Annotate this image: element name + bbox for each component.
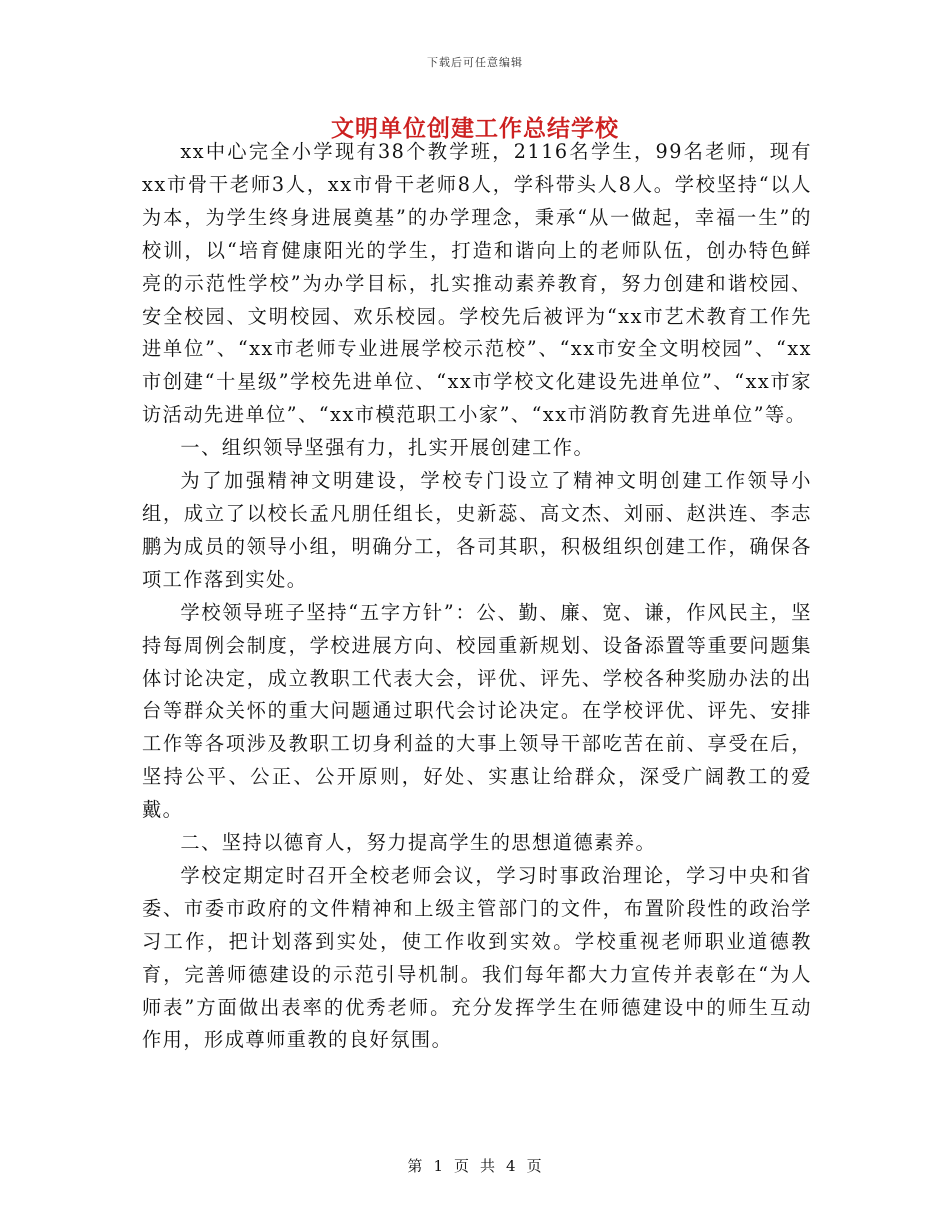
header-note: 下载后可任意编辑	[427, 56, 523, 69]
document-body	[142, 136, 812, 1057]
section-heading-2: 二、坚持以德育人，努力提高学生的思想道德素养。	[180, 831, 657, 855]
paragraph-moral-education: 学校定期定时召开全校老师会议，学习时事政治理论，学习中央和省委、市委市政府的文件精神和上级主管部门的文件，布置阶段性的政治学习工作，把计划落到实处，使工作收到实效。学校重视老师职业道德教育，完善师德建设的示范引导机制。我们每年都大力宣传并表彰在“为人师表”方面做出表率的优秀老师。充分发挥学生在师德建设中的师生互动作用，形成尊师重教的良好氛围。	[142, 863, 812, 1052]
footer-label-ye: 页	[453, 1157, 470, 1175]
footer-current-page: 1	[433, 1157, 444, 1175]
page-footer	[0, 1155, 950, 1176]
document-title: 文明单位创建工作总结学校	[331, 115, 619, 142]
footer-label-ye2: 页	[526, 1157, 543, 1175]
paragraph-leadership-group: 为了加强精神文明建设，学校专门设立了精神文明创建工作领导小组，成立了以校长孟凡朋任组长，史新蕊、高文杰、刘丽、赵洪连、李志鹏为成员的领导小组，明确分工，各司其职，积极组织创建工作，确保各项工作落到实处。	[142, 469, 812, 591]
footer-total-pages: 4	[506, 1157, 517, 1175]
paragraph-intro: xx中心完全小学现有38个教学班，2116名学生，99名老师，现有xx市骨干老师3人，xx市骨干老师8人，学科带头人8人。学校坚持“以人为本，为学生终身进展奠基”的办学理念，秉承“从一做起，幸福一生”的校训，以“培育健康阳光的学生，打造和谐向上的老师队伍，创办特色鲜亮的示范性学校”为办学目标，扎实推动素养教育，努力创建和谐校园、安全校园、文明校园、欢乐校园。学校先后被评为“xx市艺术教育工作先进单位”、“xx市老师专业进展学校示范校”、“xx市安全文明校园”、“xx市创建“十星级”学校先进单位、“xx市学校文化建设先进单位”、“xx市家访活动先进单位”、“xx市模范职工小家”、“xx市消防教育先进单位”等。	[142, 140, 812, 427]
footer-label-di: 第	[407, 1157, 424, 1175]
footer-label-gong: 共	[480, 1157, 497, 1175]
paragraph-leadership-principles: 学校领导班子坚持“五字方针”：公、勤、廉、宽、谦，作风民主，坚持每周例会制度，学校进展方向、校园重新规划、设备添置等重要问题集体讨论决定，成立教职工代表大会，评优、评先、学校各种奖励办法的出台等群众关怀的重大问题通过职代会讨论决定。在学校评优、评先、安排工作等各项涉及教职工切身利益的大事上领导干部吃苦在前、享受在后，坚持公平、公正、公开原则，好处、实惠让给群众，深受广阔教工的爱戴。	[142, 600, 812, 822]
section-heading-1: 一、组织领导坚强有力，扎实开展创建工作。	[180, 436, 595, 460]
